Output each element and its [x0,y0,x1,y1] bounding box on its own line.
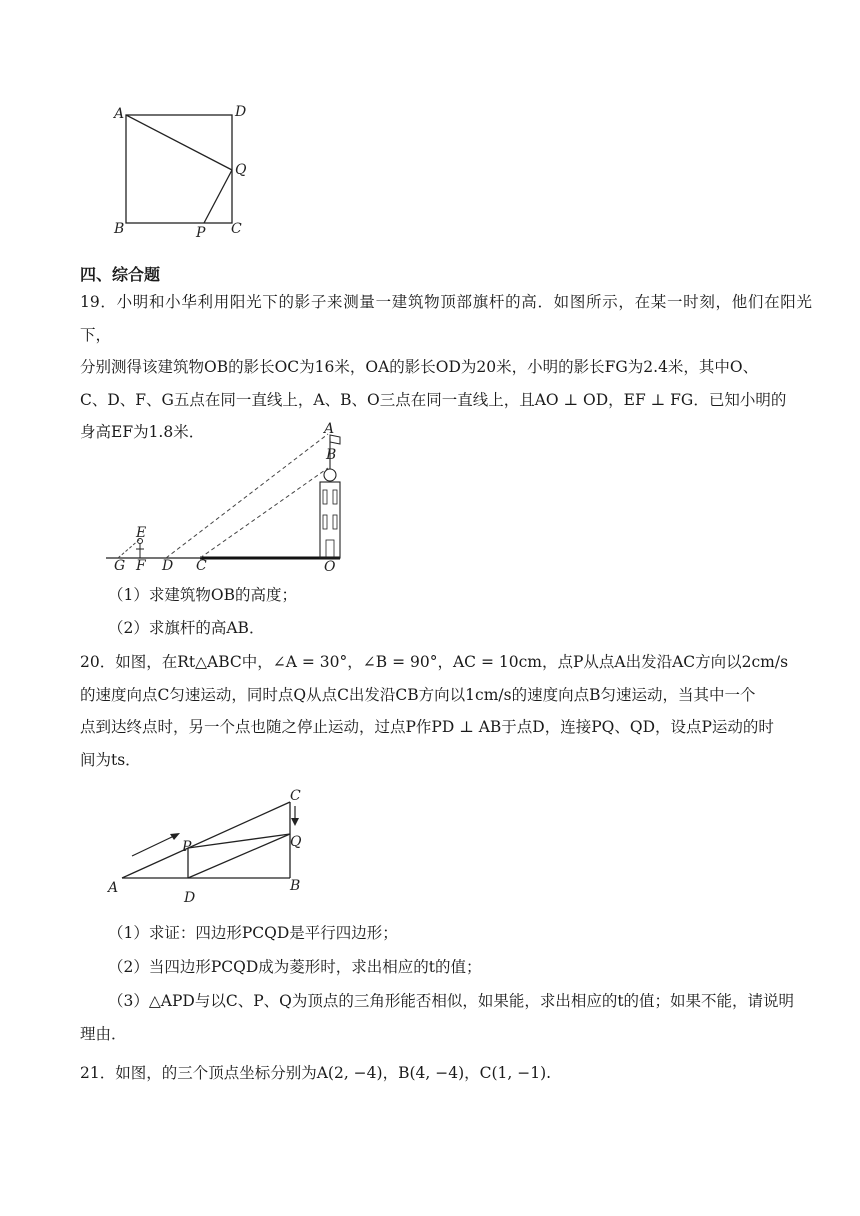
label-P: P [182,839,192,855]
q18-square-figure [108,100,258,245]
q21-text: 21．如图，的三个顶点坐标分别为A(2, −4)，B(4, −4)，C(1, −1). [80,1064,552,1082]
label-F: F [136,558,146,574]
q19-line-1: 19．小明和小华利用阳光下的影子来测量一建筑物顶部旗杆的高．如图所示，在某一时刻，他们在阳光下， [80,293,812,344]
q20-line-4: 间为ts． [80,750,141,769]
q19-sub1: （1）求建筑物OB的高度； [108,586,297,604]
q19-sub2: （2）求旗杆的高AB． [108,619,265,637]
label-A: A [108,880,119,896]
q19-line-4: 身高EF为1.8米． [80,423,205,441]
q19-line-3: C、D、F、G五点在同一直线上，A、B、O三点在同一直线上，且AO ⊥ OD，EF ⊥ FG．已知小明的 [80,390,787,409]
q19-shadow-figure [100,420,360,580]
q20-sub1: （1）求证：四边形PCQD是平行四边形； [108,924,398,942]
label-G: G [114,558,126,574]
label-C: C [231,221,242,237]
label-P: P [196,225,206,241]
label-E: E [136,525,147,541]
label-A: A [324,421,335,437]
q20-triangle-figure [100,788,320,908]
label-C: C [196,558,207,574]
q20-text [80,646,812,776]
q20-sub2: （2）当四边形PCQD成为菱形时，求出相应的t的值； [108,958,482,976]
q20-line-3: 点到达终点时，另一个点也随之停止运动，过点P作PD ⊥ AB于点D，连接PQ、QD，设点P运动的时 [80,718,774,736]
label-D: D [235,104,247,120]
label-B: B [290,878,301,894]
label-D: D [162,558,174,574]
section-title: 四、综合题 [80,265,161,284]
label-A: A [114,106,125,122]
label-Q: Q [290,834,302,850]
q20-sub3-line2: 理由． [80,1025,127,1043]
q19-line-2: 分别测得该建筑物OB的影长OC为16米，OA的影长OD为20米，小明的影长FG为2.4米，其中O、 [80,358,759,376]
label-O: O [324,559,336,575]
label-D: D [184,890,196,906]
label-C: C [290,788,301,804]
q20-line-1: 20．如图，在Rt△ABC中，∠A = 30°，∠B = 90°，AC = 10cm，点P从点A出发沿AC方向以2cm/s [80,653,789,671]
label-B: B [114,221,125,237]
q20-sub3-line1: （3）△APD与以C、P、Q为顶点的三角形能否相似，如果能，求出相应的t的值；如果不能，请说明 [108,992,795,1010]
label-B: B [326,447,337,463]
label-Q: Q [235,162,247,178]
q20-line-2: 的速度向点C匀速运动，同时点Q从点C出发沿CB方向以1cm/s的速度向点B匀速运动，当其中一个 [80,685,756,704]
